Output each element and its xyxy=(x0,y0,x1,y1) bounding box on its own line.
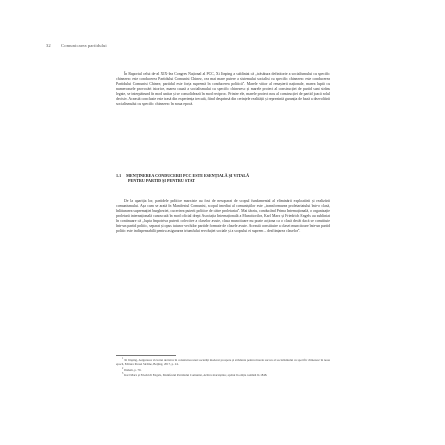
section-heading xyxy=(116,173,330,183)
footnote-marker-1: 1 xyxy=(122,357,124,360)
footnote-2-text: Ibidem, p. 79. xyxy=(124,367,142,372)
footnote-3-text: Karl Marx și Friedrich Engels, Manifestul Partidului Comunist, Arhiva marxiștilor, apărut în ediția română în 1848. xyxy=(124,372,268,377)
footnotes xyxy=(116,357,330,377)
footnote-1-text: Xi Jinping, Asigurarea victoriei decisive în construirea unei societăți moderat prospere și strădania pentru marele succes al socialismului cu specific chinezesc în noua epocă, Editura Presei Străine, Beijing, 2017, p. 24. xyxy=(116,358,330,367)
footnote-1 xyxy=(116,357,330,367)
footnote-marker-2: 2 xyxy=(122,366,124,370)
running-title: Comunicarea partidului xyxy=(61,43,107,48)
section-title-line-1: MENȚINEREA CONDUCERII PCC ESTE ESENȚIALĂ ȘI VITALĂ xyxy=(126,173,250,178)
paragraph-1: În Raportul celui de-al XIX-lea Congres Național al PCC, Xi Jinping a subliniat că ,,trăsătura definitorie a socialismului cu specific chinezesc este conducerea Partidului Comunist Chinez, cea mai mare putere a sistemului socialist cu specific chinezesc este conducerea Partidului Comunist Chinez; partidul este forța supremă în conducerea politică''. Marele viitor al renașterii naționale, marea luptă cu numeroasele provocări istorice, marea cauză a socialismului cu specific chinezesc și marele proiect al construcției de partid sunt strâns legate, se interpătrund în mod unitar și se consolidează în mod reciproc. Printre ele, marele proiect nou al construcției de partid joacă rolul decisiv. Această concluzie este trasă din experiența trecută, fiind desprinsă din cerințele realității și reprezintă garanția de bază a dezvoltării socialismului cu specific chinezesc în noua epocă. xyxy=(116,72,330,106)
paragraph-2: De la apariția lor, partidele politice marxiste au fost de nesoparat de scopul fundamental al eliminării exploatării și realizării comunismului. Așa cum se arată în Manifestul Comunist, scopul imediat al comuniștilor este ,,transformarea proletariatului într-o clasă, înlăturarea supremației burgheziei, cucerirea puterii politice de către proletariat''. Mai târziu, conducând Prima Internațională, o organizație proletară internațională cunoscută în mod oficial drept Asociația Internațională a Muncitorilor, Karl Marx și Friedrich Engels au subliniat în continuare că ,,lupta împotriva puterii colective a claselor avute, clasa muncitoare nu poate acționa ca o clasă decât dacă se constituie într-un partid politic, separat și opus tuturor vechilor partide formate de clasele avute. Această constituire a clasei muncitoare într-un partid politic este indispensabilă pentru asigurarea triumfului revoluției sociale și a scopului ei suprem – desființarea claselor''. xyxy=(116,199,330,233)
section-title-line-2: PENTRU PARTID ȘI PENTRU STAT xyxy=(128,178,195,184)
footnote-marker-3: 3 xyxy=(122,371,124,375)
page-number: 32 xyxy=(46,43,51,48)
footnote-3 xyxy=(116,372,330,377)
running-header xyxy=(46,43,107,48)
footnote-rule xyxy=(116,355,176,356)
section-number: 1.1 xyxy=(116,173,122,178)
